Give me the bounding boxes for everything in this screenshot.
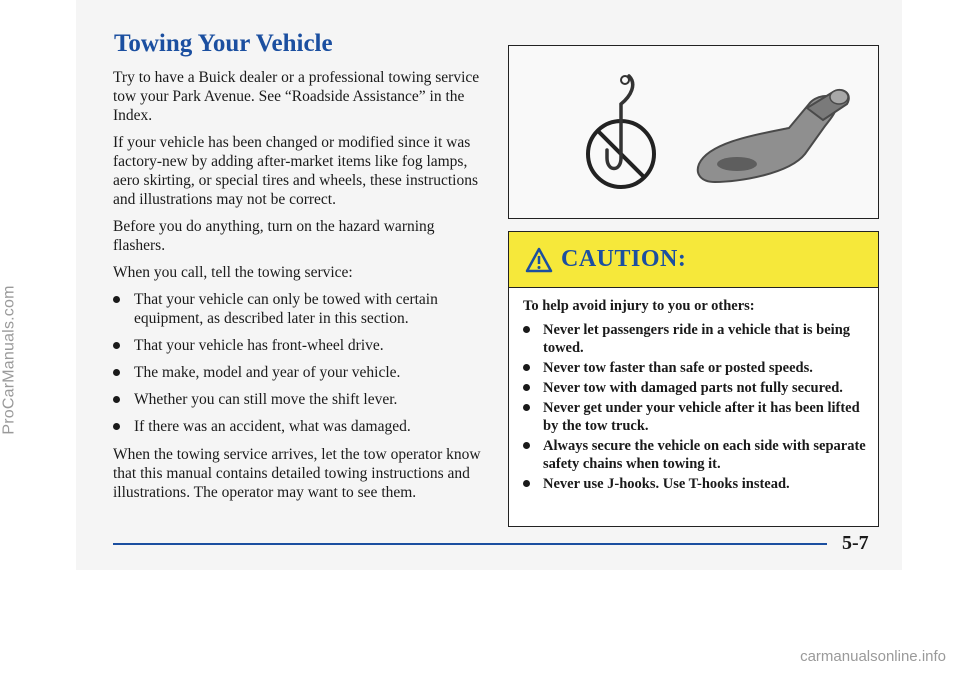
bottom-watermark: carmanualsonline.info (800, 648, 946, 665)
hook-illustration (508, 45, 879, 219)
list-item: That your vehicle can only be towed with certain equipment, as described later in this section. (113, 290, 483, 328)
list-item: Never use J-hooks. Use T-hooks instead. (521, 475, 866, 493)
footer-rule (113, 543, 827, 545)
bullet-icon (113, 396, 120, 403)
hook-illustration-svg (509, 46, 878, 218)
list-item: Always secure the vehicle on each side with separate safety chains when towing it. (521, 437, 866, 473)
bullet-icon (113, 423, 120, 430)
caution-box (508, 231, 879, 527)
list-item: That your vehicle has front-wheel drive. (113, 336, 483, 355)
bullet-icon (523, 384, 530, 391)
bullet-icon (113, 369, 120, 376)
page-number: 5-7 (842, 532, 869, 554)
bullet-icon (523, 442, 530, 449)
caution-title: CAUTION: (561, 246, 687, 272)
list-item: The make, model and year of your vehicle. (113, 363, 483, 382)
caution-body (509, 288, 878, 493)
bullet-icon (523, 326, 530, 333)
paragraph-call: When you call, tell the towing service: (113, 264, 353, 281)
paragraph-hazard: Before you do anything, turn on the hazard warning flashers. (113, 218, 435, 254)
paragraph-closing: When the towing service arrives, let the tow operator know that this manual contains detailed towing instructions and illustrations. The operator may want to see them. (113, 446, 481, 501)
bullet-icon (523, 364, 530, 371)
bullet-icon (523, 480, 530, 487)
warning-triangle-icon (525, 247, 553, 273)
caution-header (509, 232, 878, 288)
side-watermark (2, 60, 18, 660)
paragraph-modified: If your vehicle has been changed or modified since it was factory-new by adding after-market items like fog lamps, aero skirting, or special tires and wheels, these instructions and illustrations may not be correct. (113, 134, 479, 208)
list-item: Whether you can still move the shift lever. (113, 390, 483, 409)
caution-list (521, 321, 866, 493)
bullet-icon (523, 404, 530, 411)
list-item: Never let passengers ride in a vehicle that is being towed. (521, 321, 866, 357)
t-hook-icon (698, 90, 849, 182)
list-item: Never tow faster than safe or posted speeds. (521, 359, 866, 377)
side-watermark-text: ProCarManuals.com (1, 285, 19, 435)
page-title: Towing Your Vehicle (114, 30, 333, 57)
list-item: Never get under your vehicle after it has been lifted by the tow truck. (521, 399, 866, 435)
towing-service-list (113, 290, 483, 436)
list-item: If there was an accident, what was damaged. (113, 417, 483, 436)
bullet-icon (113, 342, 120, 349)
no-j-hook-icon (588, 76, 654, 187)
paragraph-intro: Try to have a Buick dealer or a professional towing service tow your Park Avenue. See “Roadside Assistance” in the Index. (113, 69, 480, 124)
body-column (113, 68, 483, 510)
caution-intro: To help avoid injury to you or others: (523, 298, 755, 314)
list-item: Never tow with damaged parts not fully secured. (521, 379, 866, 397)
bullet-icon (113, 296, 120, 303)
